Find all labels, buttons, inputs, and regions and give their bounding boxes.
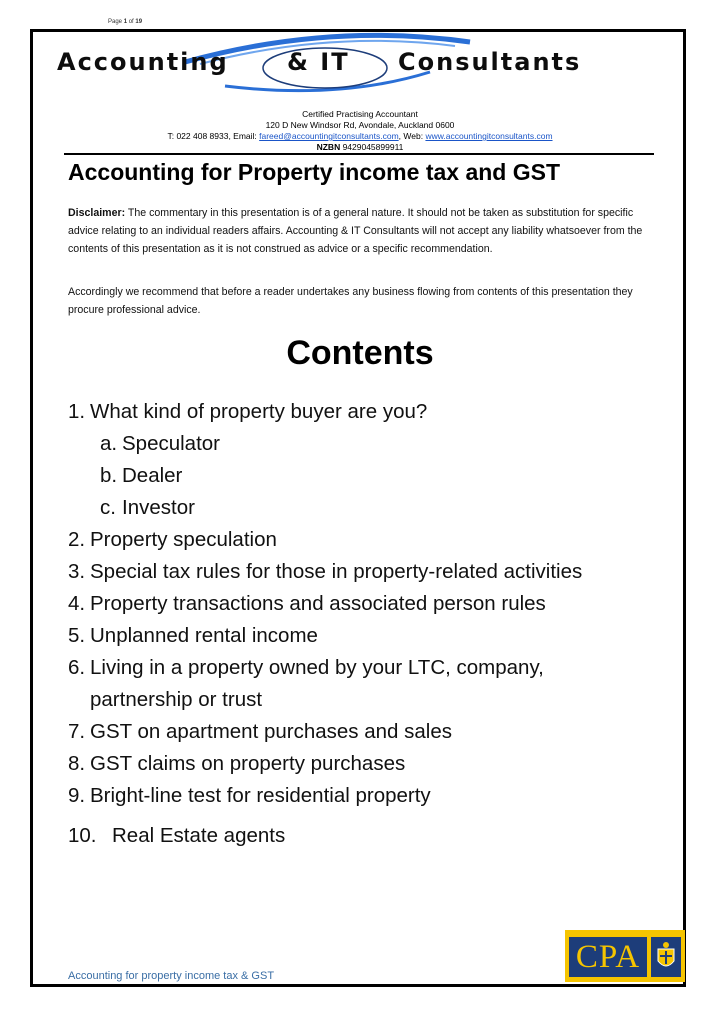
logo-text-it: & IT xyxy=(287,48,350,76)
contents-item-number: 2. xyxy=(68,528,86,551)
contents-item: Special tax rules for those in property-related activities xyxy=(90,560,583,583)
contact-line: T: 022 408 8933, Email: fareed@accountingitconsultants.com, Web: www.accountingitconsultants.com xyxy=(167,131,553,141)
contents-item: Speculator xyxy=(122,432,221,455)
contents-item: Property transactions and associated person rules xyxy=(90,592,546,615)
page-number: Page 1 of 19 xyxy=(108,19,143,25)
contents-item-number: 10. xyxy=(68,824,97,847)
contents-item-number: 9. xyxy=(68,784,86,807)
header-divider xyxy=(64,153,654,155)
contents-item: Dealer xyxy=(122,464,183,487)
contents-item-number: 6. xyxy=(68,656,86,679)
contents-item: GST claims on property purchases xyxy=(90,752,406,775)
email-link[interactable]: fareed@accountingitconsultants.com xyxy=(259,131,399,141)
contents-item: Unplanned rental income xyxy=(90,624,318,647)
website-link[interactable]: www.accountingitconsultants.com xyxy=(425,131,553,141)
cpa-logo-text: CPA xyxy=(569,937,647,977)
contents-item: What kind of property buyer are you? xyxy=(90,400,428,423)
contents-item-number: a. xyxy=(100,432,118,455)
contents-item: Bright-line test for residential property xyxy=(90,784,431,807)
contents-item-number: 1. xyxy=(68,400,86,423)
page-title: Accounting for Property income tax and GST xyxy=(68,159,561,185)
cpa-logo xyxy=(565,930,685,982)
recommendation-paragraph: Accordingly we recommend that before a reader undertakes any business flowing from contents of this presentation they procure professional advice. xyxy=(68,286,633,316)
nzbn-line: NZBN 9429045899911 xyxy=(316,142,404,152)
footer-text: Accounting for property income tax & GST xyxy=(68,970,275,982)
contents-item: Investor xyxy=(122,496,195,519)
contents-heading: Contents xyxy=(286,334,434,372)
contents-item-number: 4. xyxy=(68,592,86,615)
logo-text-accounting: Accounting xyxy=(57,48,229,76)
contents-item: Real Estate agents xyxy=(112,824,286,847)
logo-text-consultants: Consultants xyxy=(398,48,582,76)
contents-item-number: 3. xyxy=(68,560,86,583)
contents-item: GST on apartment purchases and sales xyxy=(90,720,452,743)
credential-line: Certified Practising Accountant xyxy=(302,109,418,119)
contents-item-number: 7. xyxy=(68,720,86,743)
contents-item-number: 5. xyxy=(68,624,86,647)
address-line: 120 D New Windsor Rd, Avondale, Auckland 0600 xyxy=(265,120,455,130)
contents-item-number: c. xyxy=(100,496,116,519)
contents-item-number: 8. xyxy=(68,752,86,775)
contents-item: Living in a property owned by your LTC, company, xyxy=(90,656,544,679)
disclaimer-paragraph: Disclaimer: The commentary in this presentation is of a general nature. It should not be taken as substitution for specific advice relating to an individual readers affairs. Accounting & IT Consultants will not accept any liability whatsoever from the contents of this presentation as it is not construed as advice or a specific recommendation. xyxy=(68,207,643,255)
contents-item-number: b. xyxy=(100,464,118,487)
company-logo xyxy=(0,0,720,105)
contents-item: partnership or trust xyxy=(90,688,263,711)
contents-item: Property speculation xyxy=(90,528,277,551)
crest-icon xyxy=(651,937,681,977)
